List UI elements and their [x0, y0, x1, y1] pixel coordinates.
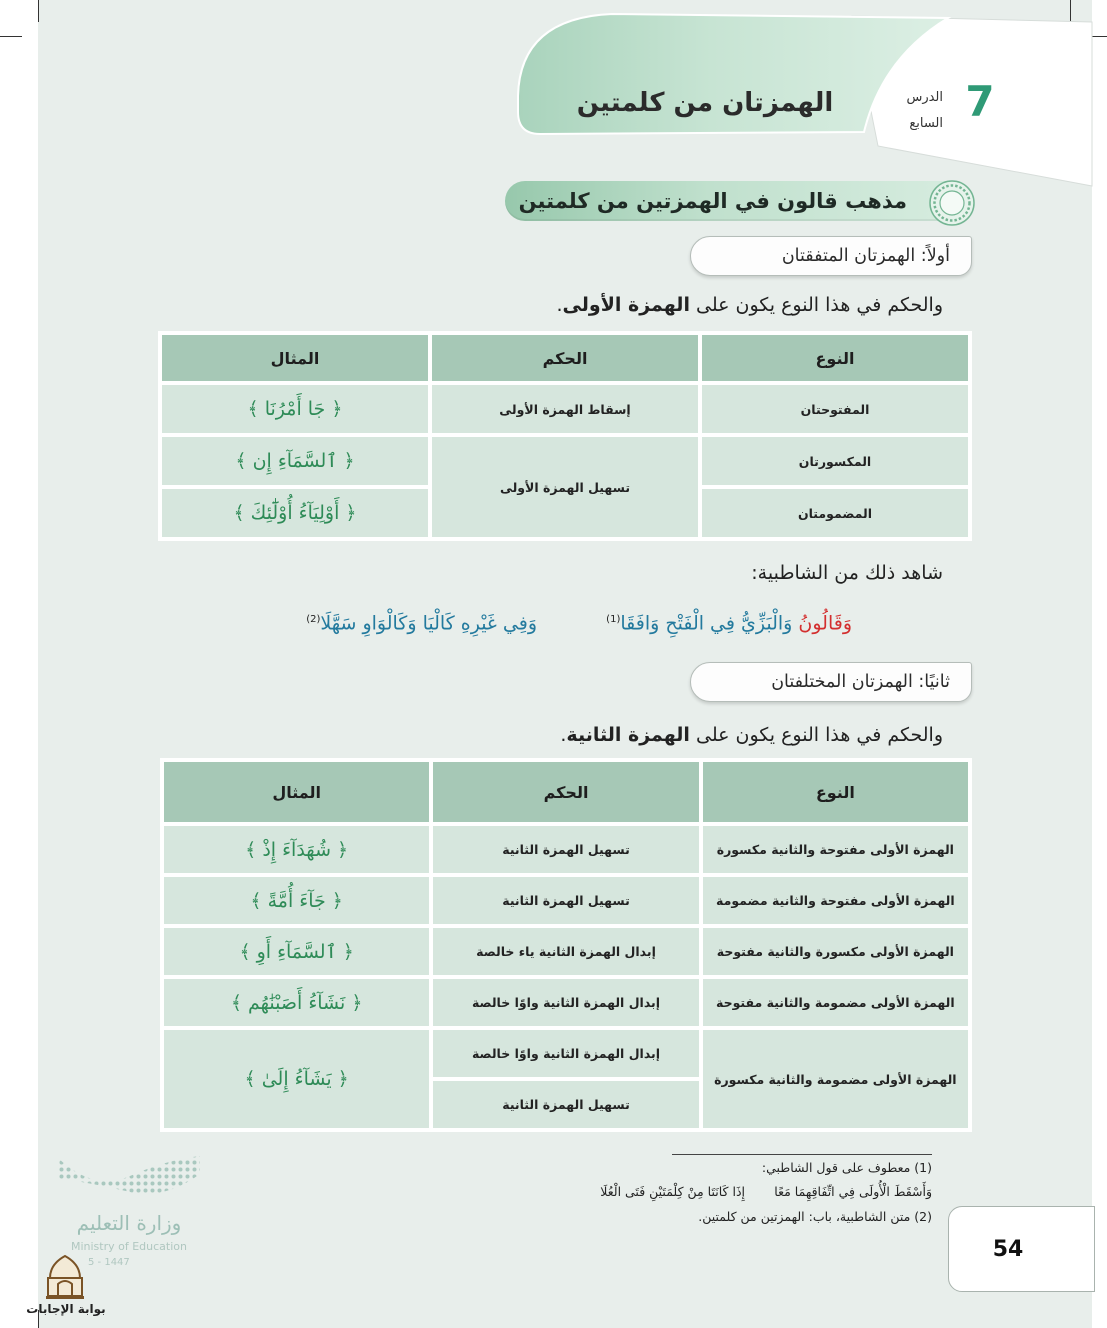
- rule-text-bold: الهمزة الثانية: [566, 724, 690, 746]
- rule-text-end: .: [556, 294, 563, 316]
- footnote-1: (1) معطوف على قول الشاطبي:: [761, 1160, 932, 1175]
- cell-example: ﴿ يَشَآءُ إِلَىٰ ﴾: [164, 1030, 429, 1128]
- cell-type: الهمزة الأولى مكسورة والثانية مفتوحة: [703, 928, 968, 975]
- cell-ruling: تسهيل الهمزة الثانية: [433, 826, 698, 873]
- ministry-logo-english: Ministry of Education: [70, 1240, 187, 1253]
- rule-text-start: والحكم في هذا النوع يكون على: [689, 294, 943, 316]
- rule-text-agreeing: [443, 290, 943, 320]
- header-ruling: الحكم: [432, 335, 698, 381]
- cell-ruling: إسقاط الهمزة الأولى: [432, 385, 698, 433]
- header-example: المثال: [162, 335, 428, 381]
- watermark-text: بوابة الإجابات: [26, 1302, 106, 1316]
- table-row: [164, 928, 968, 975]
- building-icon: [44, 1254, 86, 1300]
- ministry-logo-year: 5 - 1447: [88, 1257, 130, 1268]
- page-number: 54: [992, 1237, 1024, 1262]
- verse-text: وَفِي غَيْرِهِ كَالْيَا وَكَالْوَاوِ سَهَّلَا: [320, 612, 537, 635]
- cell-example: ﴿ جَا أَمْرُنَا ﴾: [162, 385, 428, 433]
- table-row: [162, 437, 968, 485]
- footnote-1-verse-first: وَأَسْقَطَ الْأُولَى فِي اتِّفَاقِهِمَا مَعًا: [774, 1184, 932, 1199]
- cell-ruling: تسهيل الهمزة الثانية: [433, 877, 698, 924]
- cell-example: ﴿ أَوْلِيَآءُ أُوْلَٰٓئِكَ ﴾: [162, 489, 428, 537]
- verse-first-hemistich: [532, 603, 852, 637]
- cell-example: ﴿ ٱلسَّمَآءِ إِن ﴾: [162, 437, 428, 485]
- evidence-intro: شاهد ذلك من الشاطبية:: [751, 562, 943, 584]
- lesson-number: 7: [965, 77, 995, 126]
- footnote-ref: (2): [306, 614, 321, 625]
- table-row: [164, 979, 968, 1026]
- table-header-row: [164, 762, 968, 822]
- footnote-ref: (1): [606, 614, 621, 625]
- table-row: [164, 877, 968, 924]
- lesson-label-bottom: السابع: [909, 116, 943, 131]
- cell-type: الهمزة الأولى مضمومة والثانية مكسورة: [703, 1030, 968, 1128]
- rule-text-bold: الهمزة الأولى: [562, 294, 690, 316]
- table-header-row: [162, 335, 968, 381]
- verse-second-hemistich: [217, 603, 537, 637]
- cell-type: الهمزة الأولى مفتوحة والثانية مضمومة: [703, 877, 968, 924]
- header-type: النوع: [703, 762, 968, 822]
- rosette-icon: [928, 179, 976, 227]
- cell-ruling: إبدال الهمزة الثانية واوًا خالصة: [433, 979, 698, 1026]
- table-row: [164, 1030, 968, 1077]
- table-differing-hamzas: [160, 758, 972, 1132]
- cell-ruling: إبدال الهمزة الثانية واوًا خالصة: [433, 1030, 698, 1077]
- cell-example: ﴿ شُهَدَآءَ إِذْ ﴾: [164, 826, 429, 873]
- header-type: النوع: [702, 335, 968, 381]
- verse-highlight: وَقَالُونُ: [798, 612, 852, 635]
- subheading-agreeing: أولاً: الهمزتان المتفقتان: [781, 246, 950, 266]
- cell-type: المفتوحتان: [702, 385, 968, 433]
- ministry-logo-arabic: وزارة التعليم: [76, 1211, 182, 1235]
- footnote-2: (2) متن الشاطبية، باب: الهمزتين من كلمتين.: [698, 1209, 932, 1224]
- cell-example: ﴿ ٱلسَّمَآءِ أَوِ ﴾: [164, 928, 429, 975]
- ministry-logo-dots: [58, 1152, 200, 1200]
- rule-text-differing: [443, 720, 943, 750]
- section-heading: مذهب قالون في الهمزتين من كلمتين: [518, 189, 907, 213]
- subheading-differing: ثانيًا: الهمزتان المختلفتان: [771, 672, 950, 692]
- cell-ruling: تسهيل الهمزة الأولى: [432, 437, 698, 537]
- lesson-label-top: الدرس: [906, 90, 943, 105]
- table-row: [164, 826, 968, 873]
- cell-ruling: تسهيل الهمزة الثانية: [433, 1081, 698, 1128]
- cell-type: المضمومتان: [702, 489, 968, 537]
- cell-type: المكسورتان: [702, 437, 968, 485]
- lesson-title: الهمزتان من كلمتين: [576, 88, 834, 118]
- rule-text-end: .: [560, 724, 567, 746]
- cell-ruling: إبدال الهمزة الثانية ياء خالصة: [433, 928, 698, 975]
- cell-type: الهمزة الأولى مفتوحة والثانية مكسورة: [703, 826, 968, 873]
- footnote-divider: [672, 1154, 932, 1155]
- verse-text: وَالْبَزِّيُّ فِي الْفَتْحِ وَافَقَا: [620, 612, 799, 635]
- header-example: المثال: [164, 762, 429, 822]
- cell-example: ﴿ نَشَآءُ أَصَبْنَٰهُم ﴾: [164, 979, 429, 1026]
- cell-example: ﴿ جَآءَ أُمَّةً ﴾: [164, 877, 429, 924]
- header-ruling: الحكم: [433, 762, 698, 822]
- rule-text-start: والحكم في هذا النوع يكون على: [689, 724, 943, 746]
- table-row: [162, 385, 968, 433]
- cell-type: الهمزة الأولى مضمومة والثانية مفتوحة: [703, 979, 968, 1026]
- footnote-1-verse-second: إِذَا كَانَتَا مِنْ كِلْمَتَيْنِ فَتَى الْعُلَا: [600, 1184, 745, 1199]
- table-agreeing-hamzas: [158, 331, 972, 541]
